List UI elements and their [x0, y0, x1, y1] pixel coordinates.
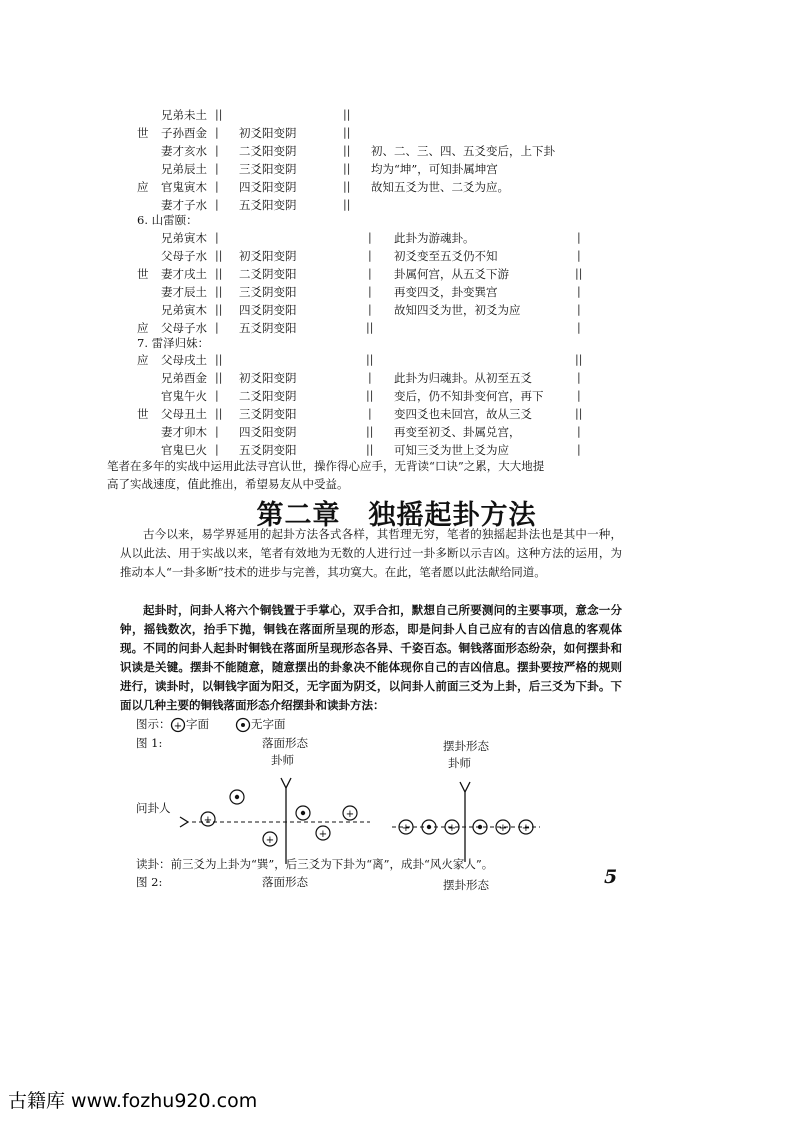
yao-change: 四爻阴变阳	[239, 303, 297, 317]
yao-row-name: 父母丑土	[161, 407, 207, 421]
yao-line-mark: |	[215, 231, 219, 244]
yao-row-name: 父母子水	[161, 321, 207, 335]
column-divider: |	[577, 425, 581, 438]
yao-row-name: 官鬼巳火	[161, 443, 207, 457]
yao-row-name: 兄弟寅木	[161, 231, 207, 245]
figure-2-label: 图 2:	[136, 875, 163, 889]
column-divider: |	[577, 321, 581, 334]
coin-blank-icon	[422, 820, 436, 834]
yao-line-mark: |	[215, 144, 219, 157]
column-divider: ||	[366, 353, 374, 366]
fall-form-title: 落面形态	[262, 736, 308, 750]
coin-plus-icon	[519, 820, 533, 834]
column-divider: ||	[366, 389, 374, 402]
yao-row-name: 兄弟未土	[161, 108, 207, 122]
chapter-title: 第二章 独摇起卦方法	[256, 500, 537, 531]
coin-blank-icon	[235, 717, 251, 733]
yao-change: 初爻阳变阴	[239, 249, 297, 263]
yao-change: 四爻阳变阴	[239, 180, 297, 194]
yao-change: 二爻阴变阳	[239, 267, 297, 281]
diviner-label: 卦师	[448, 756, 471, 770]
column-divider: |	[368, 249, 372, 262]
yao-row-name: 妻才戌土	[161, 267, 207, 281]
yao-line-mark: ||	[215, 353, 223, 366]
yao-row-name: 妻才辰土	[161, 285, 207, 299]
yao-change: 二爻阳变阴	[239, 389, 297, 403]
yao-row-pos: 应	[137, 321, 149, 335]
coin-blank-icon	[296, 806, 310, 820]
yao-row-pos: 应	[137, 180, 149, 194]
coin-blank-icon	[230, 790, 244, 804]
column-divider: |	[577, 249, 581, 262]
yao-row-name: 子孙酉金	[161, 126, 207, 140]
coin-plus-icon	[201, 812, 215, 826]
yao-change: 五爻阳变阴	[239, 198, 297, 212]
summary-line: 高了实战速度，值此推出，希望易友从中受益。	[107, 477, 349, 491]
column-divider: |	[577, 285, 581, 298]
yao-line-mark: |	[215, 443, 219, 456]
yao-line-mark: |	[215, 162, 219, 175]
svg-text:+: +	[265, 835, 275, 846]
yao-line-mark: |	[215, 180, 219, 193]
column-divider: |	[368, 231, 372, 244]
column-divider: ||	[343, 108, 351, 121]
yao-line-mark: ||	[215, 371, 223, 384]
svg-text:+: +	[345, 809, 355, 820]
coin-plus-icon	[399, 820, 413, 834]
gua-note: 再变至初爻、卦属兑宫，	[394, 425, 521, 439]
column-divider: ||	[575, 267, 583, 280]
arrange-form-title: 摆卦形态	[443, 878, 489, 892]
arrange-form-title: 摆卦形态	[443, 739, 489, 753]
column-divider: ||	[343, 126, 351, 139]
column-divider: ||	[343, 180, 351, 193]
asker-label: 问卦人	[136, 801, 171, 815]
gua-note: 此卦为游魂卦。	[394, 231, 475, 245]
gua-heading: 7. 雷泽归妹：	[137, 336, 210, 350]
column-divider: |	[368, 285, 372, 298]
gua-note: 变四爻也未回宫，故从三爻	[394, 407, 532, 421]
gua-note: 故知四爻为世，初爻为应	[394, 303, 521, 317]
legend-label: 图示：	[136, 717, 171, 731]
figure-1-label: 图 1:	[136, 736, 163, 750]
column-divider: ||	[366, 321, 374, 334]
column-divider: ||	[343, 162, 351, 175]
yao-line-mark: ||	[215, 303, 223, 316]
yao-row-name: 妻才卯木	[161, 425, 207, 439]
column-divider: |	[368, 303, 372, 316]
coin-plus-icon	[343, 806, 357, 820]
fall-form-title: 落面形态	[262, 875, 308, 889]
yao-line-mark: |	[215, 389, 219, 402]
diviner-label: 卦师	[271, 753, 294, 767]
svg-text:+: +	[521, 823, 531, 834]
gua-note: 卦属何宫，从五爻下游	[394, 267, 509, 281]
gua-note: 故知五爻为世、二爻为应。	[371, 180, 509, 194]
coin-diagram	[170, 772, 550, 864]
svg-text:+: +	[401, 823, 411, 834]
yao-row-pos: 世	[137, 126, 149, 140]
column-divider: ||	[366, 443, 374, 456]
yao-row-name: 妻才亥水	[161, 144, 207, 158]
yao-change: 二爻阳变阴	[239, 144, 297, 158]
column-divider: |	[577, 231, 581, 244]
yao-row-pos: 应	[137, 353, 149, 367]
yao-line-mark: ||	[215, 285, 223, 298]
column-divider: ||	[366, 425, 374, 438]
paragraph: 起卦时，问卦人将六个铜钱置于手掌心，双手合扣，默想自己所要测问的主要事项，意念一分钟，摇钱数次，抬手下抛，铜钱在落面所呈现的形态，即是问卦人自己应有的吉凶信息的客观体现。不同的问卦人起卦时铜钱在落面所呈现形态各异、千姿百态。铜钱落面形态纷杂，如何摆卦和识读是关键。摆卦不能随意，随意摆出的卦象决不能体现你自己的吉凶信息。摆卦要按严格的规则进行，读卦时，以铜钱字面为阳爻，无字面为阴爻，以问卦人前面三爻为上卦，后三爻为下卦。下面以几种主要的铜钱落面形态介绍摆卦和读卦方法：	[120, 603, 622, 712]
paragraph: 古今以来，易学界延用的起卦方法各式各样，其哲理无穷，笔者的独摇起卦法也是其中一种，从以此法、用于实战以来，笔者有效地为无数的人进行过一卦多断以示吉凶。这种方法的运用，为推动本人“一卦多断”技术的进步与完善，其功寞大。在此，笔者愿以此法献给同道。	[120, 527, 622, 579]
yao-row-name: 兄弟辰土	[161, 162, 207, 176]
page-number: 5	[604, 866, 618, 888]
yao-change: 初爻阳变阴	[239, 371, 297, 385]
column-divider: |	[368, 371, 372, 384]
yao-row-name: 父母戌土	[161, 353, 207, 367]
svg-text:+: +	[318, 829, 328, 840]
gua-note: 可知三爻为世上爻为应	[394, 443, 509, 457]
column-divider: |	[577, 371, 581, 384]
gua-note: 均为“坤”，可知卦属坤宫	[371, 162, 498, 176]
yao-line-mark: |	[215, 198, 219, 211]
gua-note: 初爻变至五爻仍不知	[394, 249, 498, 263]
yao-line-mark: |	[215, 126, 219, 139]
column-divider: |	[368, 407, 372, 420]
column-divider: |	[577, 303, 581, 316]
summary-line: 笔者在多年的实战中运用此法寻宫认世，操作得心应手，无背读“口诀”之累，大大地提	[107, 459, 545, 473]
yao-change: 初爻阳变阴	[239, 126, 297, 140]
column-divider: |	[577, 443, 581, 456]
yao-line-mark: ||	[215, 407, 223, 420]
yao-change: 三爻阴变阳	[239, 285, 297, 299]
column-divider: |	[577, 389, 581, 402]
yao-line-mark: ||	[215, 249, 223, 262]
yao-line-mark: |	[215, 321, 219, 334]
gua-note: 再变四爻，卦变巽宫	[394, 285, 498, 299]
svg-text:+: +	[498, 823, 508, 834]
yao-line-mark: |	[215, 425, 219, 438]
yao-line-mark: ||	[215, 108, 223, 121]
column-divider: ||	[343, 144, 351, 157]
legend-blank-label: 无字面	[251, 717, 286, 731]
yao-change: 五爻阴变阳	[239, 321, 297, 335]
svg-text:+: +	[447, 823, 457, 834]
yao-row-name: 官鬼寅木	[161, 180, 207, 194]
gua-note: 初、二、三、四、五爻变后，上下卦	[371, 144, 555, 158]
yao-row-name: 妻才子水	[161, 198, 207, 212]
yao-row-name: 父母子水	[161, 249, 207, 263]
legend-plus-label: 字面	[186, 717, 209, 731]
yao-row-name: 兄弟酉金	[161, 371, 207, 385]
coin-plus-icon	[263, 832, 277, 846]
yao-line-mark: ||	[215, 267, 223, 280]
gua-heading: 6. 山雷颐：	[137, 213, 198, 227]
yao-row-pos: 世	[137, 407, 149, 421]
yao-change: 三爻阳变阴	[239, 162, 297, 176]
column-divider: ||	[343, 198, 351, 211]
column-divider: ||	[575, 407, 583, 420]
yao-row-name: 兄弟寅木	[161, 303, 207, 317]
coin-plus-icon	[316, 826, 330, 840]
yao-change: 四爻阳变阴	[239, 425, 297, 439]
column-divider: |	[368, 267, 372, 280]
gua-note: 变后，仍不知卦变何宫，再下	[394, 389, 544, 403]
svg-text:+: +	[173, 721, 183, 732]
watermark-footer: 古籍库 www.fozhu920.com	[8, 1090, 258, 1112]
gua-note: 此卦为归魂卦。从初至五爻	[394, 371, 532, 385]
coin-plus-icon	[170, 717, 186, 733]
reading-caption: 读卦：前三爻为上卦为“巽”，后三爻为下卦为“离”，成卦“风火家人”。	[136, 857, 494, 871]
column-divider: ||	[575, 353, 583, 366]
yao-change: 三爻阴变阳	[239, 407, 297, 421]
yao-row-pos: 世	[137, 267, 149, 281]
svg-text:+: +	[203, 815, 213, 826]
yao-change: 五爻阴变阳	[239, 443, 297, 457]
yao-row-name: 官鬼午火	[161, 389, 207, 403]
